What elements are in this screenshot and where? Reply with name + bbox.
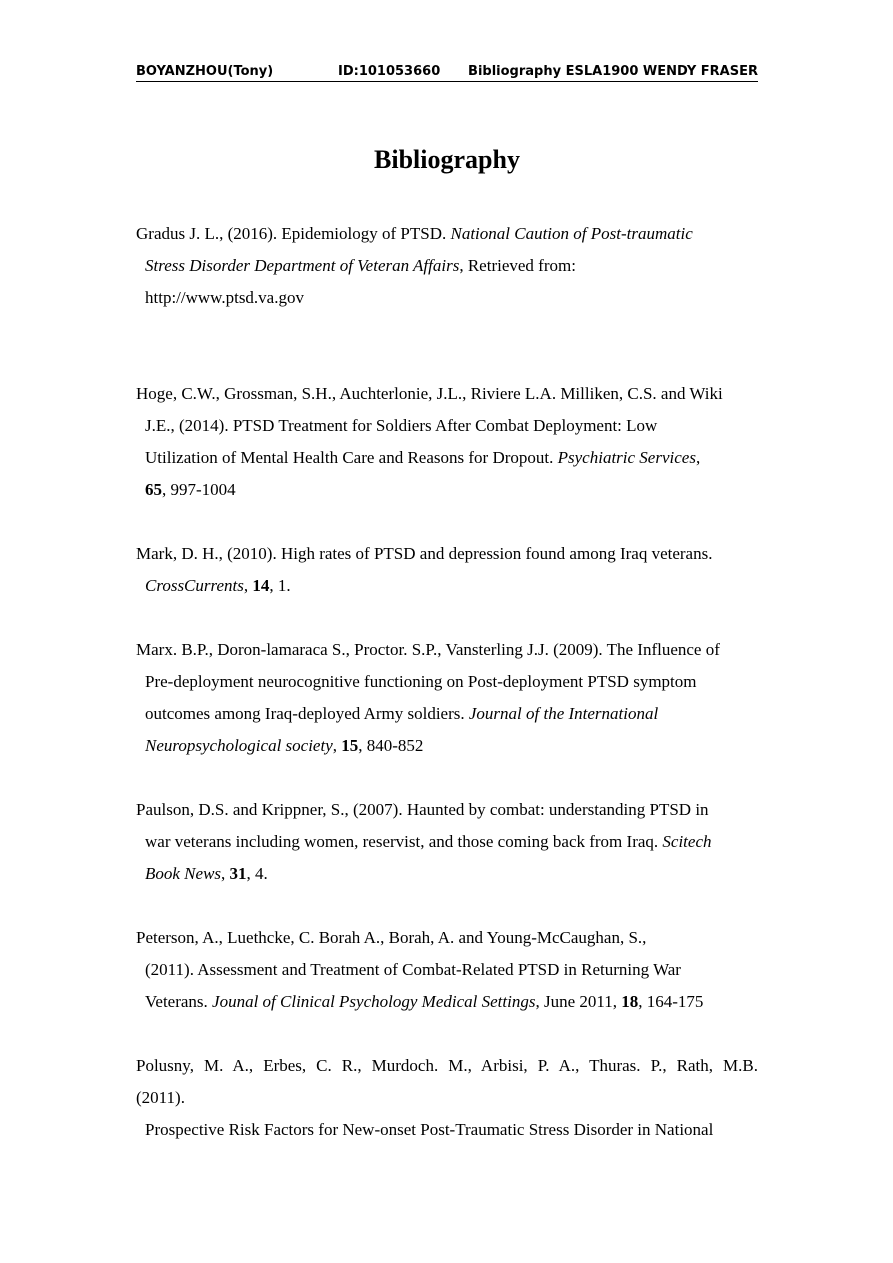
reference-text: Gradus J. L., (2016). Epidemiology of PTSD. xyxy=(136,224,451,243)
reference-line xyxy=(136,1114,758,1146)
page-header xyxy=(136,63,758,82)
reference-text: Hoge, C.W., Grossman, S.H., Auchterlonie, J.L., Riviere L.A. Milliken, C.S. and Wiki xyxy=(136,384,723,403)
reference-line xyxy=(145,410,758,442)
reference-line xyxy=(136,634,758,666)
reference-text: , xyxy=(243,576,253,595)
reference-pages: , 840-852 xyxy=(358,736,424,755)
reference-line xyxy=(145,250,758,282)
reference-text: outcomes among Iraq-deployed Army soldiers. xyxy=(145,704,469,723)
reference-text: Utilization of Mental Health Care and Reasons for Dropout. xyxy=(145,448,558,467)
reference-text: Marx. B.P., Doron-lamaraca S., Proctor. S.P., Vansterling J.J. (2009). The Influence of xyxy=(136,640,720,659)
reference-line xyxy=(145,858,758,890)
header-student-name: BOYANZHOU(Tony) xyxy=(136,64,274,79)
reference-line xyxy=(145,698,758,730)
reference-line xyxy=(136,218,758,250)
reference-text: J.E., (2014). PTSD Treatment for Soldiers After Combat Deployment: Low xyxy=(145,416,658,435)
reference-text: Peterson, A., Luethcke, C. Borah A., Borah, A. and Young-McCaughan, S., xyxy=(136,928,647,947)
reference-volume: 14 xyxy=(252,576,270,595)
reference-entry xyxy=(136,634,758,762)
reference-line xyxy=(145,826,758,858)
reference-source: National Caution of Post-traumatic xyxy=(450,224,693,243)
reference-line xyxy=(136,378,758,410)
reference-text: (2011). xyxy=(136,1088,185,1107)
reference-source: Psychiatric Services xyxy=(557,448,696,467)
reference-line xyxy=(145,474,758,506)
reference-line xyxy=(136,794,758,826)
reference-text: Polusny, M. A., Erbes, C. R., Murdoch. M., Arbisi, P. A., Thuras. P., Rath, M.B. xyxy=(136,1056,758,1075)
reference-text: Mark, D. H., (2010). High rates of PTSD and depression found among Iraq veterans. xyxy=(136,544,713,563)
reference-source: Journal of the International xyxy=(468,704,659,723)
reference-source: Scitech xyxy=(662,832,712,851)
reference-line xyxy=(145,986,758,1018)
reference-entry xyxy=(136,922,758,1018)
page-title: Bibliography xyxy=(374,145,520,174)
reference-text: Prospective Risk Factors for New-onset Post-Traumatic Stress Disorder in National xyxy=(145,1120,714,1139)
reference-source: Stress Disorder Department of Veteran Affairs xyxy=(145,256,460,275)
reference-line xyxy=(145,954,758,986)
reference-source: Neuropsychological society xyxy=(145,736,333,755)
reference-text: , xyxy=(332,736,342,755)
reference-line xyxy=(136,922,758,954)
reference-text: , xyxy=(695,448,701,467)
reference-line xyxy=(145,442,758,474)
reference-volume: 65 xyxy=(145,480,162,499)
reference-entry xyxy=(136,1050,758,1146)
reference-line xyxy=(145,730,758,762)
reference-url: http://www.ptsd.va.gov xyxy=(145,288,304,307)
reference-text: Paulson, D.S. and Krippner, S., (2007). Haunted by combat: understanding PTSD in xyxy=(136,800,709,819)
reference-text: , Retrieved from: xyxy=(459,256,576,275)
reference-text: , June 2011, xyxy=(535,992,622,1011)
reference-entry xyxy=(136,218,758,314)
reference-entry xyxy=(136,378,758,506)
reference-text: Pre-deployment neurocognitive functioning on Post-deployment PTSD symptom xyxy=(145,672,697,691)
reference-source: Jounal of Clinical Psychology Medical Settings xyxy=(212,992,536,1011)
reference-text: Veterans. xyxy=(145,992,213,1011)
reference-entry xyxy=(136,794,758,890)
reference-volume: 31 xyxy=(229,864,247,883)
reference-text: (2011). Assessment and Treatment of Combat-Related PTSD in Returning War xyxy=(145,960,681,979)
reference-text: , xyxy=(221,864,230,883)
reference-line xyxy=(136,1082,758,1114)
reference-line xyxy=(145,666,758,698)
reference-pages: , 164-175 xyxy=(638,992,704,1011)
reference-text: war veterans including women, reservist, and those coming back from Iraq. xyxy=(145,832,663,851)
reference-pages: , 1. xyxy=(269,576,291,595)
reference-source: Book News xyxy=(145,864,222,883)
reference-entry xyxy=(136,538,758,602)
reference-source: CrossCurrents xyxy=(145,576,244,595)
reference-pages: , 997-1004 xyxy=(162,480,236,499)
reference-pages: , 4. xyxy=(246,864,268,883)
reference-volume: 18 xyxy=(621,992,639,1011)
header-student-id: ID:101053660 xyxy=(338,64,441,79)
reference-line xyxy=(136,1050,758,1082)
reference-line xyxy=(145,570,758,602)
reference-line xyxy=(136,538,758,570)
reference-line xyxy=(145,282,758,314)
reference-volume: 15 xyxy=(341,736,359,755)
header-course-info: Bibliography ESLA1900 WENDY FRASER xyxy=(468,64,758,79)
reference-list xyxy=(136,218,758,1146)
